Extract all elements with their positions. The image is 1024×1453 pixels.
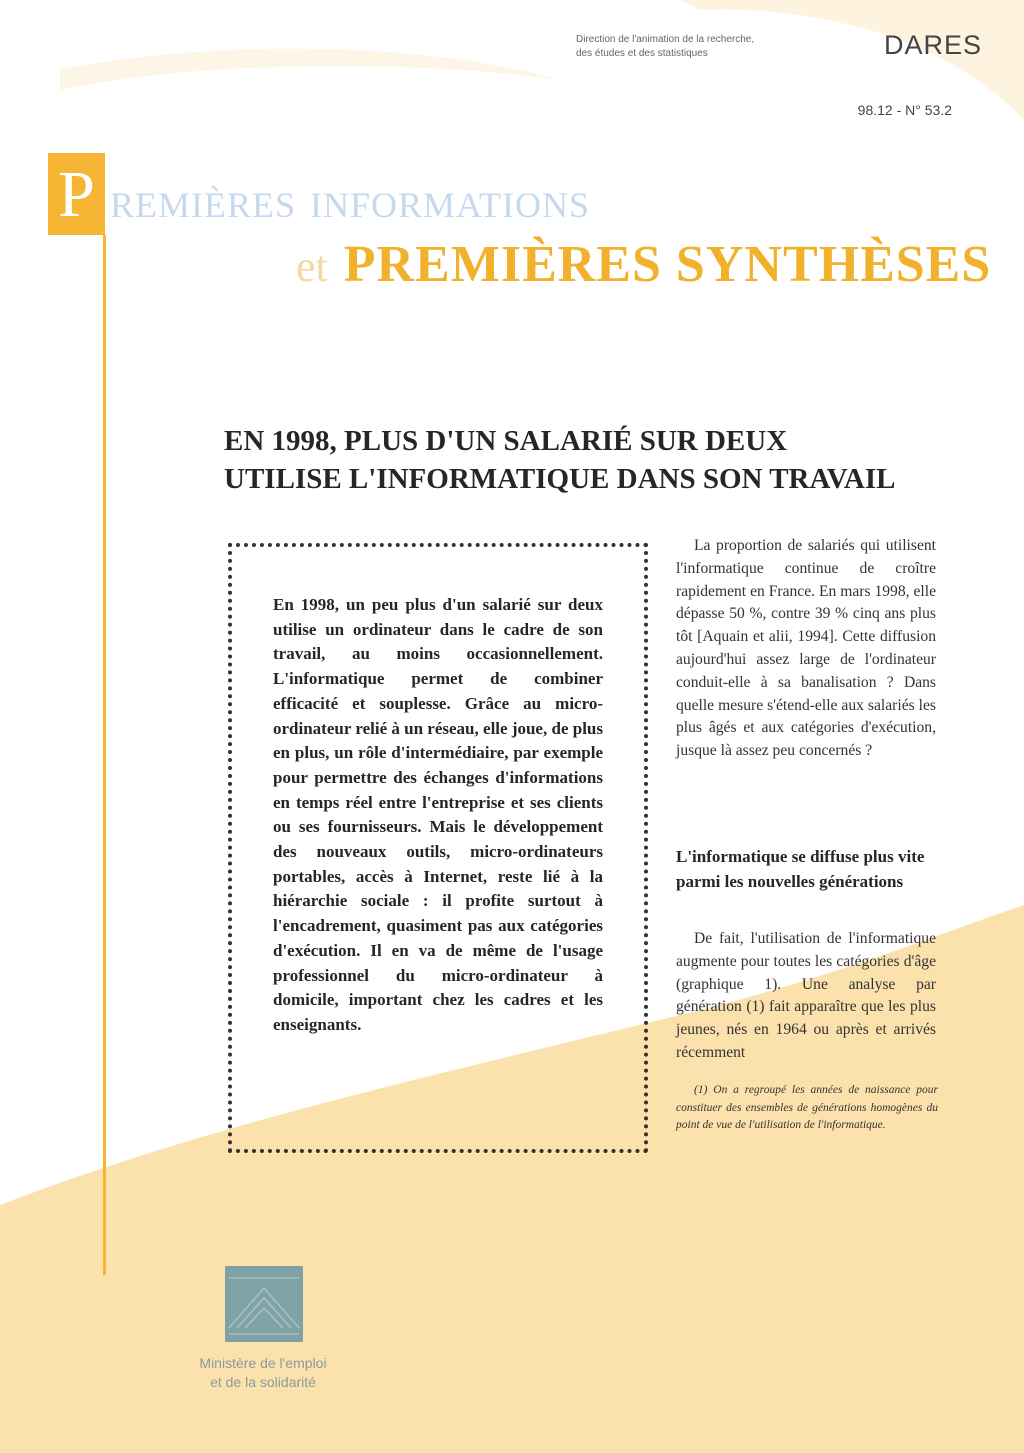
masthead-et: et — [296, 242, 328, 291]
intro-paragraph-text: La proportion de salariés qui utilisent l'informatique continue de croître rapidement en France. En mars 1998, elle dépasse 50 %, contre 39 % cinq ans plus tôt [Aquain et alii, 1994]. Cette diffusion aujourd'hui assez large de l'ordinateur conduit-elle à sa banalisation ? Dans quelle mesure s'étend-elle aux salariés les plus âgés et aux catégories d'exécution, jusque là assez peu concernés ? — [676, 537, 936, 760]
masthead-title-line-1: remières informations — [110, 172, 591, 229]
summary-text: En 1998, un peu plus d'un salarié sur deux utilise un ordinateur dans le cadre de son travail, au moins occasionnellement. L'informatique permet de combiner efficacité et souplesse. Grâce au micro-ordinateur relié à un réseau, elle joue, de plus en plus, un rôle d'intermédiaire, par exemple pour permettre des échanges d'informations en temps réel entre l'entreprise et ses clients ou ses fournisseurs. Mais le développement des nouveaux outils, micro-ordinateurs portables, accès à Internet, reste lié à la hiérarchie sociale : il profite surtout à l'encadrement, quasiment pas aux catégories d'exécution. Il en va de même de l'usage professionnel du micro-ordinateur à domicile, important chez les cadres et les enseignants. — [273, 595, 603, 1034]
ministry-line-1: Ministère de l'emploi — [199, 1355, 327, 1371]
footnote — [676, 1082, 938, 1135]
accent-vertical-rule — [103, 235, 106, 1275]
masthead-syntheses: PREMIÈRES SYNTHÈSES — [343, 236, 992, 293]
headline-line-2: UTILISE L'INFORMATIQUE DANS SON TRAVAIL — [224, 463, 896, 495]
intro-paragraph — [676, 535, 936, 763]
body-paragraph — [676, 928, 936, 1065]
org-line-1: Direction de l'animation de la recherche, — [576, 34, 755, 45]
header-organization — [576, 33, 826, 61]
brand-name: DARES — [884, 30, 983, 60]
headline-line-1: EN 1998, PLUS D'UN SALARIÉ SUR DEUX — [224, 425, 788, 457]
ministry-line-2: et de la solidarité — [210, 1374, 316, 1390]
section-subheading: L'informatique se diffuse plus vite parmi les nouvelles générations — [676, 847, 925, 891]
ministry-name — [168, 1354, 358, 1392]
masthead-title-line-2 — [296, 234, 991, 298]
article-headline — [224, 422, 984, 498]
footnote-text: (1) On a regroupé les années de naissance pour constituer des ensembles de générations homogènes du point de vue de l'utilisation de l'informatique. — [676, 1084, 938, 1131]
org-line-2: des études et des statistiques — [576, 48, 708, 59]
initial-letter: P — [58, 158, 95, 231]
body-paragraph-text: De fait, l'utilisation de l'informatique augmente pour toutes les catégories d'âge (graphique 1). Une analyse par génération (1) fait apparaître que les plus jeunes, nés en 1964 ou après et arrivés récemment — [676, 930, 936, 1061]
ministry-logo-icon — [225, 1266, 303, 1342]
issue-number: 98.12 - N° 53.2 — [857, 102, 952, 118]
